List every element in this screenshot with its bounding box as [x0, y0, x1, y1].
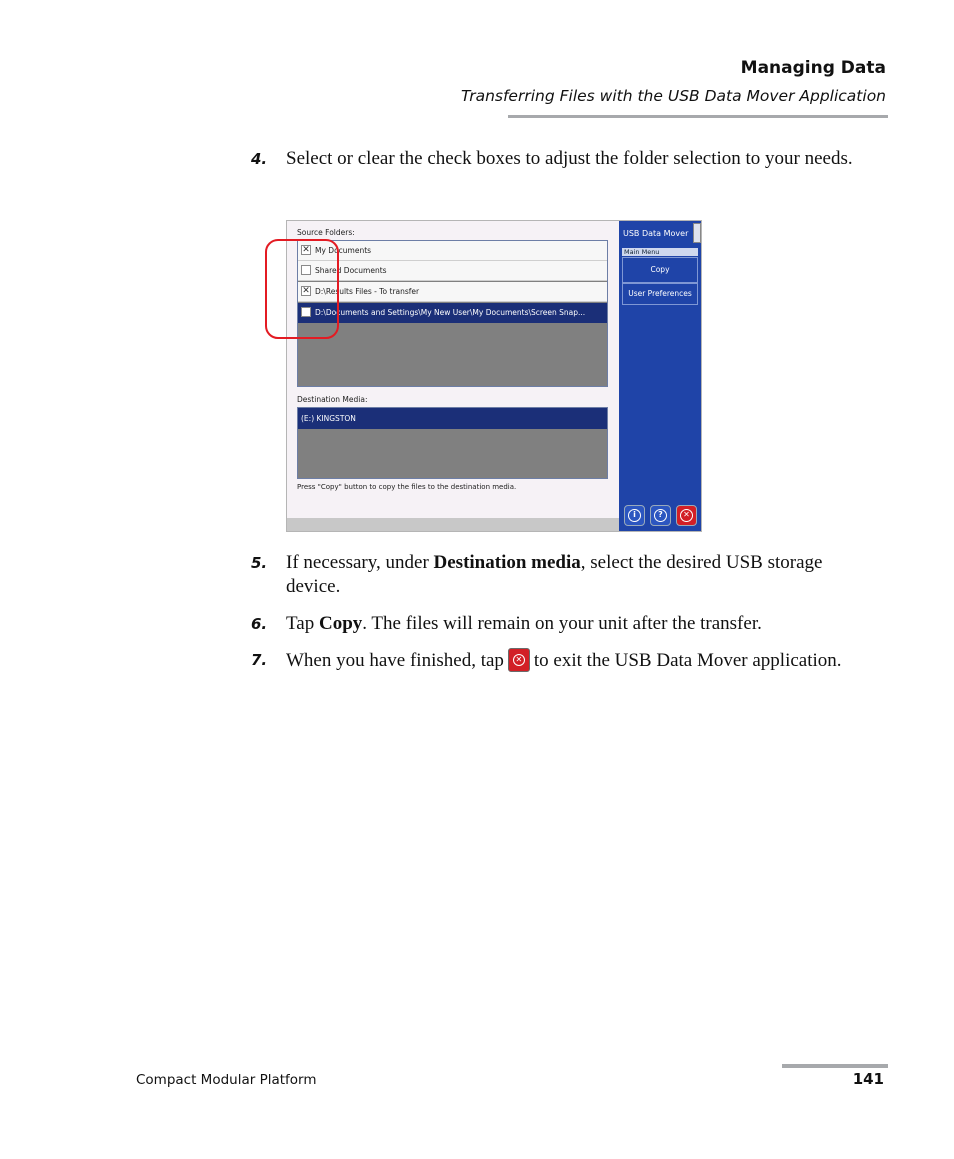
step-text: When you have finished, tap ✕ to exit the USB Data Mover application. [286, 650, 842, 671]
usb-data-mover-screenshot [286, 220, 702, 532]
step-5 [251, 551, 871, 599]
header-rule [508, 115, 888, 118]
step-4 [251, 147, 871, 171]
section-title: Transferring Files with the USB Data Mover Application [460, 87, 886, 105]
source-folders-label: Source Folders: [297, 228, 355, 237]
destination-row-selected[interactable] [298, 408, 607, 429]
copy-button[interactable]: Copy [622, 257, 698, 283]
folder-name: D:\Documents and Settings\My New User\My Documents\Screen Snap... [315, 308, 586, 317]
folder-checkbox[interactable]: ✕ [302, 286, 310, 296]
footer-rule [782, 1064, 888, 1068]
exit-button-icon: ✕ [508, 648, 530, 672]
side-panel [619, 221, 702, 532]
folder-row[interactable] [298, 261, 607, 281]
scroll-icon[interactable] [693, 223, 701, 243]
exit-button[interactable] [676, 505, 697, 526]
step-7 [251, 648, 871, 673]
destination-name: (E:) KINGSTON [301, 414, 356, 423]
info-button[interactable] [624, 505, 645, 526]
step-6 [251, 612, 871, 636]
folder-name: My Documents [315, 246, 372, 255]
checkbox-highlight-callout [265, 239, 339, 339]
step-number: 4. [251, 150, 268, 168]
step-text: Select or clear the check boxes to adjust the folder selection to your needs. [286, 148, 853, 169]
chapter-title: Managing Data [740, 58, 886, 78]
main-menu-header: Main Menu [622, 248, 698, 256]
folder-name: D:\Results Files - To transfer [315, 287, 420, 296]
step-number: 6. [251, 615, 268, 633]
app-title: USB Data Mover [623, 229, 689, 238]
folder-checkbox[interactable]: ✕ [302, 245, 310, 255]
help-icon: ? [654, 509, 667, 522]
folder-row[interactable] [298, 241, 607, 261]
help-button[interactable] [650, 505, 671, 526]
info-icon: i [628, 509, 641, 522]
step-text: If necessary, under Destination media, select the desired USB storage device. [286, 552, 823, 597]
step-text: Tap Copy. The files will remain on your unit after the transfer. [286, 613, 762, 634]
horizontal-scrollbar[interactable] [287, 518, 619, 532]
folder-row[interactable] [298, 282, 607, 302]
destination-media-label: Destination Media: [297, 395, 368, 404]
folder-name: Shared Documents [315, 266, 387, 275]
step-number: 5. [251, 554, 268, 572]
folder-row-selected[interactable] [298, 303, 607, 323]
footer-product: Compact Modular Platform [136, 1072, 317, 1088]
source-folder-list[interactable] [297, 240, 608, 387]
close-icon: ✕ [680, 509, 693, 522]
copy-hint: Press "Copy" button to copy the files to the destination media. [297, 483, 517, 491]
step-number: 7. [251, 651, 268, 669]
user-preferences-button[interactable]: User Preferences [622, 283, 698, 305]
destination-media-list[interactable] [297, 407, 608, 479]
page-number: 141 [852, 1070, 884, 1088]
